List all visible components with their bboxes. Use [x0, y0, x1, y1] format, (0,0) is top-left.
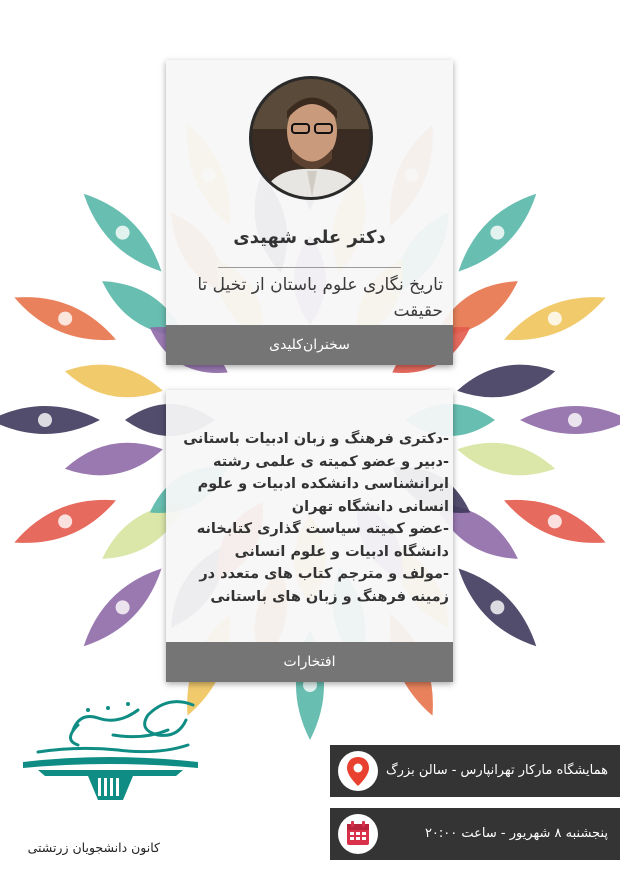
- achievement-line: انسانی دانشگاه تهران: [291, 498, 449, 515]
- achievement-line: -مولف و مترجم کتاب های متعدد در: [199, 566, 449, 582]
- achievements-label: افتخارات: [166, 642, 453, 682]
- speaker-avatar: [249, 76, 373, 200]
- keynote-speaker-label: سخنران‌کلیدی: [166, 325, 453, 365]
- achievements-list: [180, 428, 449, 608]
- speaker-name: دکتر علی شهیدی: [233, 227, 386, 248]
- location-pin-icon: [338, 751, 378, 791]
- calendar-icon: [338, 814, 378, 854]
- datetime-text: پنجشنبه ۸ شهریور - ساعت ۲۰:۰۰: [424, 826, 608, 841]
- mandala-dot: [568, 413, 582, 427]
- speaker-photo: [252, 79, 370, 197]
- datetime-bar: [330, 808, 620, 860]
- achievement-line: -دکتری فرهنگ و زبان ادبیات باستانی: [183, 431, 449, 447]
- achievement-line: -دبیر و عضو کمیته ی علمی رشته: [212, 453, 449, 470]
- mandala-petal: [454, 435, 558, 484]
- speaker-card: [166, 60, 453, 365]
- conference-logo: [18, 690, 203, 810]
- achievements-card: [166, 390, 453, 682]
- mandala-petal: [62, 435, 166, 484]
- achievement-line: زمینه فرهنگ و زبان های باستانی: [210, 588, 449, 605]
- venue-bar: [330, 745, 620, 797]
- talk-title: تاریخ نگاری علوم باستان از تخیل تا حقیقت: [197, 275, 443, 321]
- achievement-line: ایرانشناسی دانشکده ادبیات و علوم: [197, 476, 449, 492]
- mandala-petal: [454, 357, 558, 406]
- achievement-line: دانشگاه ادبیات و علوم انسانی: [234, 543, 449, 560]
- mandala-dot: [38, 413, 52, 427]
- mandala-petal: [62, 357, 166, 406]
- divider: [218, 267, 401, 268]
- achievement-line: -عضو کمیته سیاست گذاری کتابخانه: [196, 521, 449, 537]
- organizer-name: کانون دانشجویان زرتشتی: [27, 840, 160, 855]
- venue-text: همایشگاه مارکار تهرانپارس - سالن بزرگ: [386, 763, 608, 778]
